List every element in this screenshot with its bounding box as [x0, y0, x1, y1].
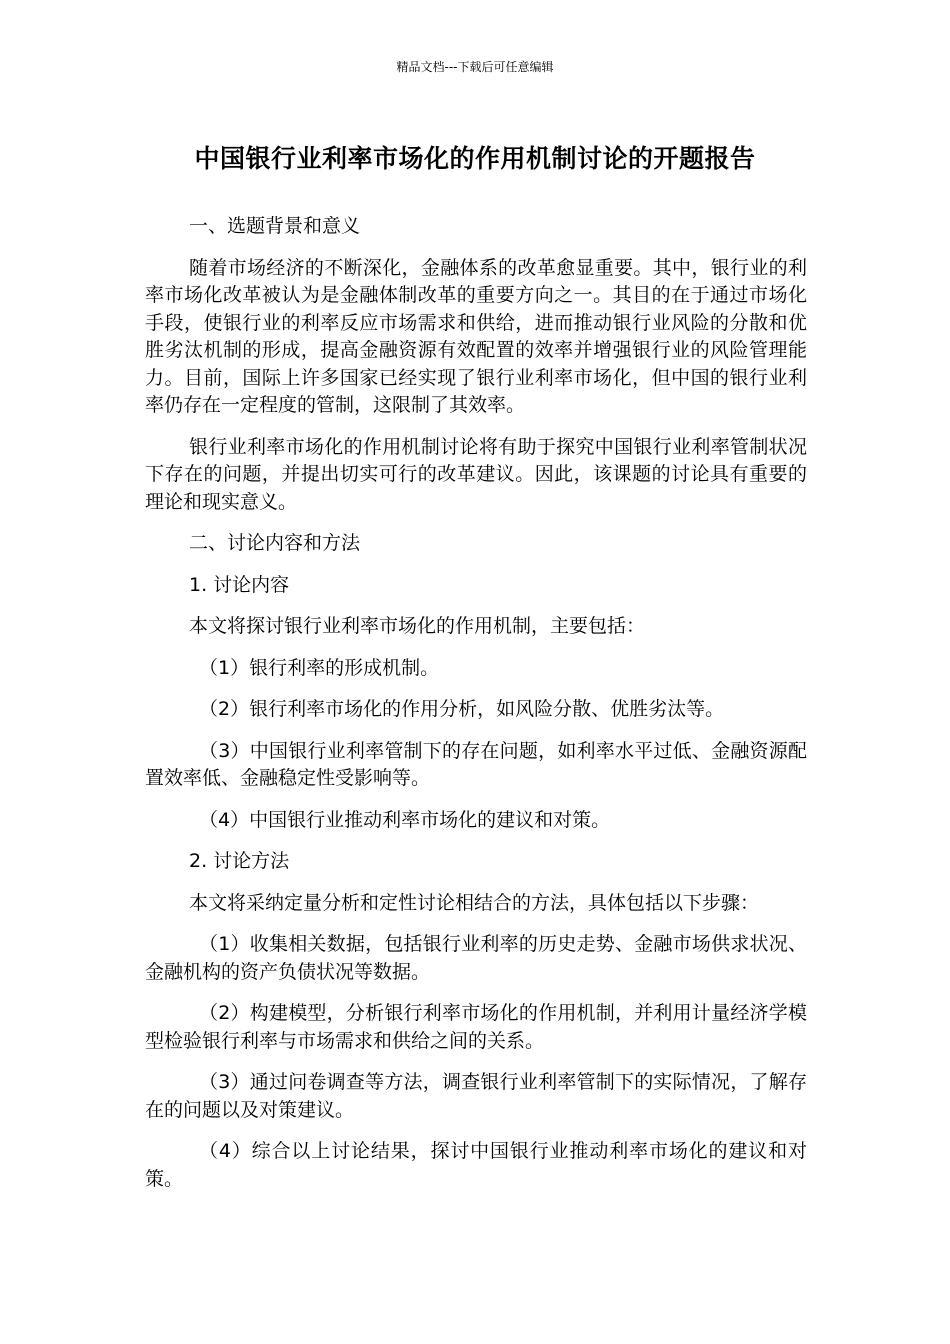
list-item: （4）中国银行业推动利率市场化的建议和对策。	[199, 808, 611, 831]
list-item: （3）通过问卷调查等方法，调查银行业利率管制下的实际情况，了解存在的问题以及对策建议。	[145, 1071, 807, 1121]
paragraph: 本文将采纳定量分析和定性讨论相结合的方法，具体包括以下步骤：	[189, 891, 760, 914]
section-heading-2: 二、讨论内容和方法	[189, 532, 361, 554]
paragraph: 银行业利率市场化的作用机制讨论将有助于探究中国银行业利率管制状况下存在的问题，并提出切实可行的改革建议。因此，该课题的讨论具有重要的理论和现实意义。	[145, 435, 807, 513]
document-title: 中国银行业利率市场化的作用机制讨论的开题报告	[194, 144, 756, 173]
list-item: （4）综合以上讨论结果，探讨中国银行业推动利率市场化的建议和对策。	[145, 1140, 807, 1190]
section-heading-1: 一、选题背景和意义	[189, 215, 361, 237]
subsection-heading-content: 1. 讨论内容	[189, 573, 290, 596]
paragraph: 本文将探讨银行业利率市场化的作用机制，主要包括：	[189, 615, 646, 637]
header-note: 精品文档---下载后可任意编辑	[396, 60, 554, 74]
document-body	[145, 213, 807, 1207]
list-item: （2）构建模型，分析银行利率市场化的作用机制，并利用计量经济学模型检验银行利率与市场需求和供给之间的关系。	[145, 1002, 807, 1052]
list-item: （1）收集相关数据，包括银行业利率的历史走势、金融市场供求状况、金融机构的资产负债状况等数据。	[145, 933, 807, 983]
paragraph: 随着市场经济的不断深化，金融体系的改革愈显重要。其中，银行业的利率市场化改革被认为是金融体制改革的重要方向之一。其目的在于通过市场化手段，使银行业的利率反应市场需求和供给，进而推动银行业风险的分散和优胜劣汰机制的形成，提高金融资源有效配置的效率并增强银行业的风险管理能力。目前，国际上许多国家已经实现了银行业利率市场化，但中国的银行业利率仍存在一定程度的管制，这限制了其效率。	[145, 256, 807, 416]
list-item: （2）银行利率市场化的作用分析，如风险分散、优胜劣汰等。	[199, 698, 725, 720]
subsection-heading-method: 2. 讨论方法	[189, 850, 290, 872]
list-item: （3）中国银行业利率管制下的存在问题，如利率水平过低、金融资源配置效率低、金融稳定性受影响等。	[145, 739, 807, 789]
list-item: （1）银行利率的形成机制。	[199, 656, 440, 679]
